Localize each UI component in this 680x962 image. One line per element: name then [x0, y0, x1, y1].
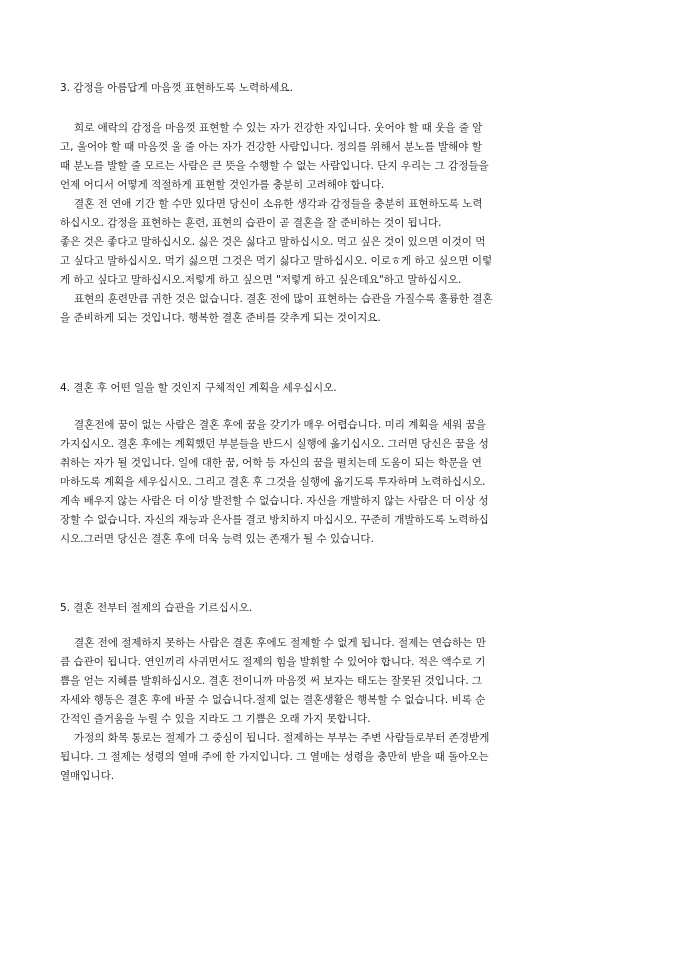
section-4-line-2: 가지십시오. 결혼 후에는 계획했던 부분들을 반드시 실행에 옮기십시오. 그러면 당신은 꿈을 성 [60, 438, 489, 450]
section-4-line-7: 시오.그러면 당신은 결혼 후에 더욱 능력 있는 존재가 될 수 있습니다. [60, 533, 374, 545]
section-3-line-1: 희로 애락의 감정을 마음껏 표현할 수 있는 자가 건강한 자입니다. 웃어야 할 때 웃을 줄 알 [74, 122, 483, 134]
section-3-body [60, 119, 625, 328]
section-4-heading: 4. 결혼 후 어떤 일을 할 것인지 구체적인 계획을 세우십시오. [60, 382, 337, 394]
section-3-line-8: 고 싶다고 말하십시오. 먹기 싫으면 그것은 먹기 싫다고 말하십시오. 이로ㅎ게 하고 싶으면 이렇 [60, 255, 493, 267]
section-5-line-7: 됩니다. 그 절제는 성령의 열매 주에 한 가지입니다. 그 열매는 성령을 충만히 받을 때 돌아오는 [60, 751, 489, 763]
section-5-line-3: 쁨을 얻는 지혜를 발휘하십시오. 결혼 전이니까 마음껏 써 보자는 태도는 잘못된 것입니다. 그 [60, 675, 483, 687]
section-3-line-10: 표현의 훈련만큼 귀한 것은 없습니다. 결혼 전에 많이 표현하는 습관을 가질수록 훌륭한 결혼 [74, 293, 493, 305]
section-3-line-9: 게 하고 싶다고 말하십시오.저렇게 하고 싶으면 "저렇게 하고 싶은데요"하고 말하십시오. [60, 274, 462, 286]
section-3-line-7: 좋은 것은 좋다고 말하십시오. 싫은 것은 싫다고 말하십시오. 먹고 싶은 것이 있으면 이것이 먹 [60, 236, 486, 248]
section-3-line-3: 때 분노를 발할 줄 모르는 사람은 큰 뜻을 수행할 수 없는 사람입니다. 단지 우리는 그 감정들을 [60, 160, 489, 172]
section-3-heading: 3. 감정을 아름답게 마음껏 표현하도록 노력하세요. [60, 82, 293, 94]
section-3-line-5: 결혼 전 연애 기간 할 수만 있다면 당신이 소유한 생각과 감정들을 충분히 표현하도록 노력 [74, 198, 483, 210]
section-5-line-6: 가정의 화목 통로는 절제가 그 중심이 됩니다. 절제하는 부부는 주변 사람들로부터 존경받게 [74, 732, 490, 744]
section-5-line-4: 자세와 행동은 결혼 후에 바꿀 수 없습니다.절제 없는 결혼생활은 행복할 수 없습니다. 비록 순 [60, 694, 486, 706]
section-4-line-4: 마하도록 계획을 세우십시오. 그리고 결혼 후 그것을 실행에 옮기도록 투자하며 노력하십시오. [60, 476, 486, 488]
section-3-line-6: 하십시오. 감정을 표현하는 훈련, 표현의 습관이 곧 결혼을 잘 준비하는 것이 됩니다. [60, 217, 442, 229]
section-4-line-5: 계속 배우지 않는 사람은 더 이상 발전할 수 없습니다. 자신을 개발하지 않는 사람은 더 이상 성 [60, 495, 489, 507]
section-5-line-8: 열매입니다. [60, 770, 115, 782]
section-3-line-11: 을 준비하게 되는 것입니다. 행복한 결혼 준비를 갖추게 되는 것이지요. [60, 312, 381, 324]
section-5-heading: 5. 결혼 전부터 절제의 습관을 기르십시오. [60, 602, 253, 614]
section-4-line-1: 결혼전에 꿈이 없는 사람은 결혼 후에 꿈을 갖기가 매우 어렵습니다. 미리 계획을 세워 꿈을 [74, 419, 486, 431]
section-5-line-1: 결혼 전에 절제하지 못하는 사람은 결혼 후에도 절제할 수 없게 됩니다. 절제는 연습하는 만 [74, 637, 486, 649]
section-5-line-2: 큼 습관이 됩니다. 연인끼리 사귀면서도 절제의 힘을 발휘할 수 있어야 합니다. 적은 액수로 기 [60, 656, 486, 668]
section-4-body [60, 416, 625, 549]
section-5-body [60, 634, 625, 786]
section-3-line-4: 언제 어디서 어떻게 적절하게 표현할 것인가를 충분히 고려해야 합니다. [60, 179, 385, 191]
section-4-line-6: 장할 수 없습니다. 자신의 재능과 은사를 결코 방치하지 마십시오. 꾸준히 개발하도록 노력하십 [60, 514, 489, 526]
section-3-line-2: 고, 울어야 할 때 마음껏 울 줄 아는 자가 건강한 사람입니다. 정의를 위해서 분노를 발해야 할 [60, 141, 482, 153]
section-5-line-5: 간적인 즐거움을 누릴 수 있을 지라도 그 기쁨은 오래 가지 못합니다. [60, 713, 371, 725]
section-4-line-3: 취하는 자가 될 것입니다. 일에 대한 꿈, 어학 등 자신의 꿈을 펼치는데 도움이 되는 학문을 연 [60, 457, 482, 469]
